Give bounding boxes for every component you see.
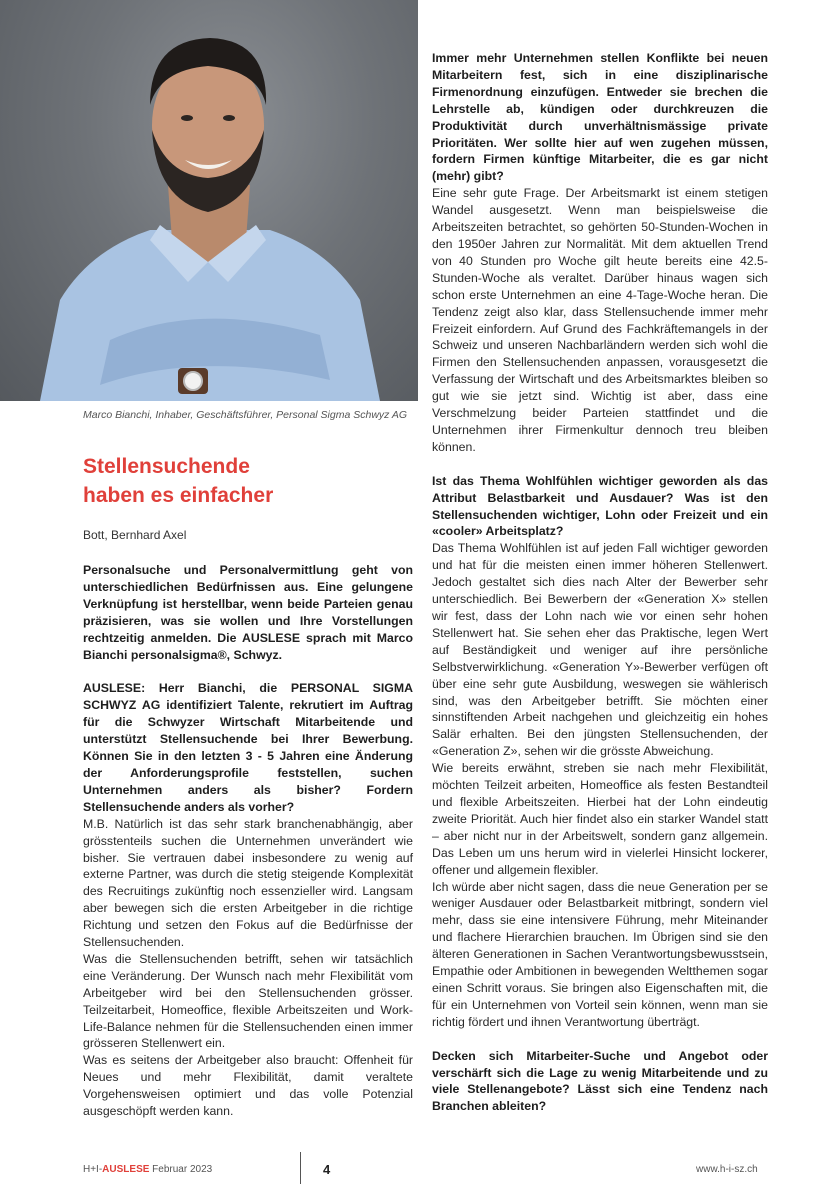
footer-url[interactable]: www.h-i-sz.ch [696,1164,758,1175]
question-1: AUSLESE: Herr Bianchi, die PERSONAL SIGMA SCHWYZ AG identifiziert Talente, rekrutiert im Auftrag für die Schwyzer Wirtschaft Mitarbeitende und unterstützt Stellensuchende bei Ihrer Bewerbung. Können Sie in den letzten 3 - 5 Jahren eine Änderung der Anforderungsprofile feststellen, suchen Unternehmen anders als bisher? Fordern Stellensuchende anders als vorher? [83,681,413,814]
headline-line-1: Stellensuchende [83,455,250,478]
left-column [83,562,413,1120]
page-number: 4 [323,1162,331,1177]
footer-issue: Februar 2023 [149,1164,213,1175]
answer-3-paragraph-2: Wie bereits erwähnt, streben sie nach mehr Flexibilität, möchten Teilzeit arbeiten, Homeoffice als festen Bestandteil und flexible Arbeitszeiten. Hierbei hat der Lohn eindeutig zweite Priorität. Auch hier findet also ein starker Wandel statt – aber nicht nur in der Arbeitswelt, sondern ganz allgemein. Das Leben um uns herum wird in vielerlei Hinsicht lockerer, offener und allgemein flexibler. [432,761,768,877]
author-byline: Bott, Bernhard Axel [83,528,187,542]
answer-2: Eine sehr gute Frage. Der Arbeitsmarkt ist einem stetigen Wandel ausgesetzt. Wenn man beispielsweise die Arbeitszeiten betrachtet, so gehörten 50-Stunden-Wochen in den 1950er Jahren zur Normalität. Mit dem aktuellen Trend von 40 Stunden pro Woche gilt heute bereits eine 42.5-Stunden-Woche als veraltet. Darüber hinaus wagen sich schon erste Unternehmen an eine 4-Tage-Woche heran. Die Tendenz zeigt also klar, dass Stellensuchende immer mehr Freizeit einfordern. Auf Grund des Fachkräftemangels in der Schweiz und unseren Nachbarländern werden sich wohl die Firmen den Stellensuchenden anpassen, vorausgesetzt die Verfassung der Wirtschaft und des Arbeitsmarktes bleiben so gut wie sie jetzt sind. Wichtig ist aber, dass eine Verschmelzung beider Parteien stattfindet und die Unternehmen ihrer Firmenkultur dennoch treu bleiben können. [432,186,768,454]
portrait-photo [0,0,418,401]
article-headline [83,452,413,510]
headline-line-2: haben es einfacher [83,484,274,507]
question-3: Ist das Thema Wohlfühlen wichtiger geworden als das Attribut Belastbarkeit und Ausdauer? Was ist den Stellensuchenden wichtiger, Lohn oder Freizeit und ein «cooler» Arbeitsplatz? [432,473,768,539]
answer-3-paragraph-3: Ich würde aber nicht sagen, dass die neue Generation per se weniger Ausdauer oder Belastbarkeit mitbringt, sondern viel mehr, dass sie eine intensivere Führung, mehr Miteinander und flachere Hierarchien brauchen. Im Übrigen sind sie den älteren Generationen in Sachen Verantwortungsbewusstsein, Empathie oder Ambitionen in bewegenden Weltthemen sogar einen Schritt voraus. Sie bringen also Eigenschaften mit, die für ein Unternehmen von Vorteil sein können, wenn man sie richtig fördert und ihnen Verantwortung überträgt. [432,879,768,1029]
footer-divider [300,1152,301,1184]
answer-1-paragraph-3: Was es seitens der Arbeitgeber also braucht: Offenheit für Neues und mehr Flexibilität, damit veraltete Vorgehensweisen optimiert und das volle Potenzial ausgeschöpft werden kann. [83,1053,413,1119]
question-2: Immer mehr Unternehmen stellen Konflikte bei neuen Mitarbeitern fest, sich in eine disziplinarische Firmenordnung einzufügen. Entweder sie brechen die Lehrstelle ab, kündigen oder durchkreuzen die Produktivität durch unverhältnismässige private Prioritäten. Wer sollte hier auf wen zugehen müssen, fordern Firmen künftige Mitarbeiter, die es gar nicht (mehr) gibt? [432,51,768,184]
right-column [432,50,768,1115]
photo-caption: Marco Bianchi, Inhaber, Geschäftsführer, Personal Sigma Schwyz AG [83,409,408,421]
footer-publication [83,1164,212,1175]
question-4: Decken sich Mitarbeiter-Suche und Angebot oder verschärft sich die Lage zu wenig Mitarbeitende und zu viele Stellenangebote? Lässt sich eine Tendenz nach Branchen ableiten? [432,1048,768,1114]
footer-brand-prefix: H+I- [83,1164,103,1175]
lead-paragraph: Personalsuche und Personalvermittlung geht von unterschiedlichen Bedürfnissen aus. Eine gelungene Verknüpfung ist herstellbar, wenn beide Parteien genau präzisieren, was sie wollen und Ihre Vorstellungen rechtzeitig anmelden. Die AUSLESE sprach mit Marco Bianchi personalsigma®, Schwyz. [83,563,413,662]
answer-1-paragraph-2: Was die Stellensuchenden betrifft, sehen wir tatsächlich eine Veränderung. Der Wunsch nach mehr Flexibilität vom Arbeitgeber wird bei den Stellensuchenden grösser. Teilzeitarbeit, Homeoffice, flexible Arbeitszeiten und Work-Life-Balance nehmen für die Stellensuchenden einen immer grösseren Stellenwert ein. [83,951,413,1051]
footer-brand-name: AUSLESE [102,1164,150,1175]
answer-3-paragraph-1: Das Thema Wohlfühlen ist auf jeden Fall wichtiger geworden und hat für die meisten einen immer höheren Stellenwert. Jedoch gestaltet sich dies nach Alter der Bewerber sehr unterschiedlich. Bei Bewerbern der «Generation X» stellen wir fest, dass der Lohn nach wie vor einen sehr hohen Stellenwert hat. Sie sehen eher das Praktische, legen Wert auf Beständigkeit und weniger auf ihre persönliche Selbstverwirklichung. «Generation Y»-Bewerber verfügen oft über eine sehr gute Ausbildung, weswegen sie wählerisch sind, was den Arbeitgeber betrifft. Sie möchten einer sinnstiftenden Arbeit nachgehen und gleichzeitig ein hohes Salär erhalten. Bei den jüngsten Stellensuchenden, der «Generation Z», sehen wir die grösste Abweichung. [432,541,768,759]
portrait-illustration [0,0,418,401]
answer-1-paragraph-1: M.B. Natürlich ist das sehr stark branchenabhängig, aber grösstenteils suchen die Unternehmen unverändert wie bisher. Sie vertrauen dabei insbesondere zu wenig auf externe Partner, was durch die stetig steigende Komplexität des Recruitings zukünftig noch essenzieller wird. Langsam aber bewegen sich die ersten Arbeitgeber in die richtige Richtung und setzen den Fokus auf die Bedürfnisse der Stellensuchenden. [83,816,413,950]
